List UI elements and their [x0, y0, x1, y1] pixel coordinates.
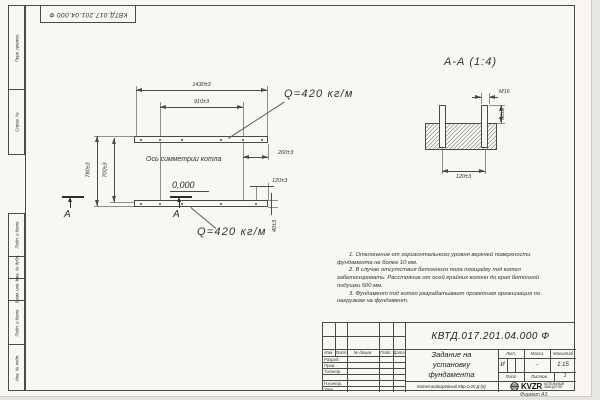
dim-label-120: 120±3 — [272, 178, 288, 184]
extension-line — [268, 207, 278, 208]
tb-line — [347, 323, 348, 392]
anchor-stud-right — [481, 105, 488, 148]
anchor-bolt-mark — [181, 139, 183, 141]
tb-col-izm: Изм. — [324, 350, 334, 355]
anchor-bolt-mark — [159, 203, 161, 205]
margin-cell-podp-data-2 — [8, 300, 25, 345]
dim-label-700: 700±3 — [102, 162, 109, 178]
load-label-bottom: Q=420 кг/м — [197, 226, 267, 238]
bolt-axis-line — [160, 102, 161, 207]
dim-label-260: 260±3 — [278, 150, 294, 156]
dimension-line-120 — [250, 186, 274, 187]
note-line: подушки 500 мм. — [337, 282, 383, 289]
dim-label-50: 50±3 — [500, 107, 507, 121]
extension-line — [136, 86, 137, 136]
load-label-top: Q=420 кг/м — [284, 88, 354, 100]
extension-line — [481, 93, 482, 104]
extension-line — [94, 136, 134, 137]
anchor-bolt-mark — [159, 139, 161, 141]
tb-col-doc: № докум. — [353, 350, 373, 355]
thread-label-m16: М16 — [499, 89, 510, 95]
tb-line — [323, 386, 405, 387]
margin-label: Перв. примен. — [14, 33, 19, 62]
company-logo — [499, 381, 575, 391]
tb-sheet-label: Лист — [505, 374, 517, 379]
product-name: Котел водогрейный КВр-0,20 Д (К) — [417, 384, 486, 389]
margin-cell-podp-data-1 — [8, 213, 25, 257]
extension-line — [497, 123, 505, 124]
tb-row-razrab: Разраб. — [324, 357, 340, 362]
coil-logo-icon — [510, 382, 519, 391]
section-cut-line — [170, 196, 192, 198]
note-line: 3. Фундамент под котел разрабатывает проектная организация по — [349, 290, 541, 297]
drawing-title-line3: фундамента — [428, 370, 475, 379]
note-line: забетонировать. Расстояние от осей крайних колонн до края бетонной — [337, 275, 540, 282]
title-block — [322, 322, 575, 391]
tb-mass-label: Масса — [530, 351, 544, 356]
tb-line — [323, 336, 405, 337]
tb-scale-label: Масштаб — [552, 351, 574, 356]
tb-line — [323, 374, 405, 375]
anchor-bolt-mark — [140, 139, 142, 141]
level-mark: 0,000 — [170, 180, 209, 192]
anchor-bolt-mark — [220, 139, 222, 141]
tb-scale-value: 1:15 — [557, 362, 569, 368]
note-line: 1. Отклонение от горизонтального уровня верхней поверхности — [349, 252, 531, 258]
tb-line — [498, 358, 576, 359]
margin-cell-vzam-inv — [8, 278, 25, 301]
anchor-bolt-mark — [255, 203, 257, 205]
anchor-bolt-mark — [220, 203, 222, 205]
anchor-bolt-mark — [140, 203, 142, 205]
tb-line — [393, 323, 394, 392]
tb-mass-value: - — [536, 362, 538, 368]
tb-lit-label: Лит. — [505, 351, 517, 356]
tb-col-sign: Подп. — [380, 350, 392, 355]
note-line: нагрузкам на фундамент. — [337, 298, 409, 305]
extension-line — [268, 200, 278, 201]
extension-line — [110, 202, 134, 203]
dimension-line-910 — [160, 107, 243, 108]
drawing-title-line2: установку — [432, 360, 471, 369]
tb-row-nkontr: Н.контр. — [324, 381, 343, 386]
dim-label-120-section: 120±3 — [455, 174, 472, 180]
section-arrow-head — [177, 197, 181, 202]
section-cut-line — [62, 196, 84, 198]
format-label: Формат А3 — [520, 392, 548, 398]
tb-sheets-label: Листов — [531, 374, 547, 379]
tb-lit-value: И — [500, 362, 505, 368]
margin-label: Справ. № — [14, 112, 19, 132]
section-letter-left: А — [64, 209, 71, 220]
logo-subtitle-line1: КОТЕЛЬНЫЙ — [544, 381, 564, 386]
tb-line — [507, 358, 508, 372]
tb-sheets-value: 1 — [563, 373, 567, 379]
dimension-line-120-section — [442, 171, 485, 172]
logo-subtitle-line2: ЗАВОД РЭП — [544, 385, 563, 389]
tb-col-date: Дата — [393, 350, 405, 355]
logo-subtitle — [544, 383, 564, 390]
margin-cell-perv-primen — [8, 5, 25, 90]
drawing-title — [405, 350, 498, 380]
extension-line — [256, 186, 257, 200]
dimension-line-m16 — [472, 97, 481, 98]
anchor-bolt-mark — [242, 139, 244, 141]
extension-line — [489, 93, 490, 104]
section-view-title: А-А (1:4) — [444, 56, 498, 68]
margin-label: Взам. инв. № — [14, 276, 19, 303]
note-line: фундамента не более 10 мм. — [337, 259, 418, 266]
extension-line — [94, 206, 134, 207]
top-stamp-number: КВТД.017.201.04.000 Ф — [48, 10, 128, 18]
dim-label-40: 40±3 — [272, 219, 279, 233]
dim-label-910: 910±3 — [193, 99, 210, 105]
dim-label-1430: 1430±3 — [192, 82, 211, 88]
tb-row-utv: Утв. — [324, 387, 334, 392]
technical-notes — [337, 252, 567, 306]
dimension-line-40 — [271, 193, 272, 215]
dim-label-780: 780±3 — [85, 162, 92, 178]
extension-line — [485, 150, 486, 174]
drawing-title-line1: Задание на — [431, 350, 472, 359]
section-arrow-head — [68, 197, 72, 202]
anchor-bolt-mark — [261, 139, 263, 141]
section-letter-right: А — [173, 209, 180, 220]
tb-line — [515, 358, 516, 372]
tb-line — [379, 323, 380, 392]
dimension-line-780 — [97, 136, 98, 206]
foundation-rail-top — [134, 136, 268, 143]
margin-label: Подп. и дата — [14, 309, 19, 336]
margin-label: Подп. и дата — [14, 221, 19, 249]
dimension-line-260 — [243, 157, 268, 158]
margin-label: Инв. № подл. — [14, 354, 19, 381]
foundation-rail-bottom — [134, 200, 268, 207]
symmetry-axis-label: Ось симметрии котла — [146, 156, 222, 163]
anchor-stud-left — [439, 105, 446, 148]
extension-line — [268, 144, 269, 160]
dimension-line-m16 — [489, 97, 498, 98]
dimension-line-1430 — [136, 90, 267, 91]
tb-row-prov: Пров. — [324, 363, 336, 368]
margin-label: Инв. № дубл. — [14, 254, 19, 281]
margin-cell-sprav-n — [8, 89, 25, 155]
logo-text: KVZR — [521, 381, 542, 391]
note-line: 2. В случае отсутствия бетонного пола площадку под котел — [349, 267, 521, 274]
dimension-line-700 — [114, 138, 115, 202]
margin-cell-inv-podl — [8, 344, 25, 391]
anchor-bolt-mark — [181, 203, 183, 205]
tb-row-tkontr: Т.контр. — [324, 369, 342, 374]
top-reversed-stamp — [40, 5, 136, 23]
document-number: КВТД.017.201.04.000 Ф — [431, 330, 550, 342]
tb-col-list: Лист — [335, 350, 347, 355]
